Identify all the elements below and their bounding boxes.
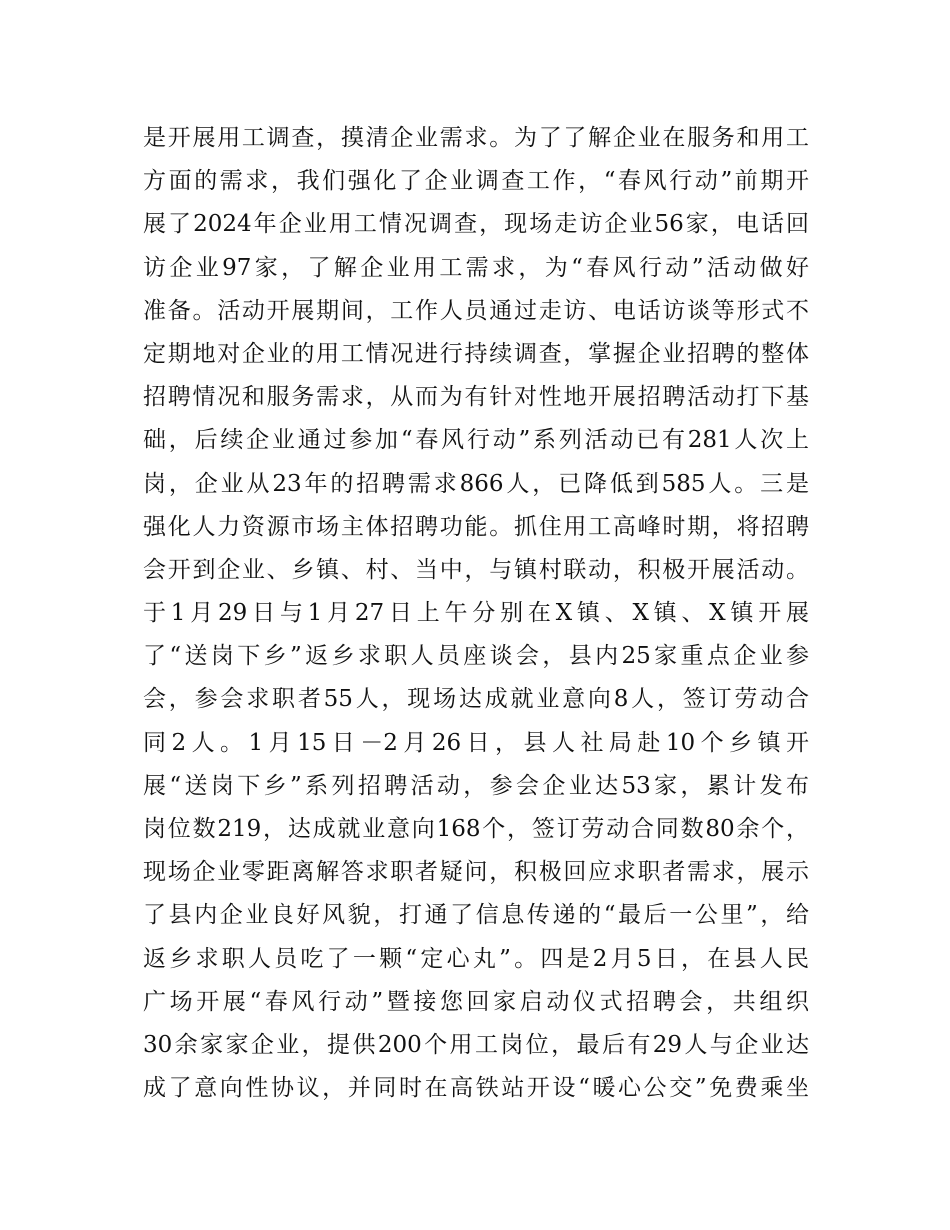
text-line-15: 同2人。1月15日－2月26日，县人社局赴10个乡镇开 <box>143 729 809 756</box>
text-line-1: 是开展用工调查，摸清企业需求。为了了解企业在服务和用工 <box>143 125 809 151</box>
body-paragraph <box>143 117 809 1110</box>
text-line-20: 返乡求职人员吃了一颗“定心丸”。四是2月5日，在县人民 <box>143 945 809 972</box>
text-line-4: 访企业97家，了解企业用工需求，为“春风行动”活动做好 <box>143 254 809 281</box>
text-line-7: 招聘情况和服务需求，从而为有针对性地开展招聘活动打下基 <box>143 384 809 411</box>
text-line-6: 定期地对企业的用工情况进行持续调查，掌握企业招聘的整体 <box>143 340 809 367</box>
text-line-22: 30余家家企业，提供200个用工岗位，最后有29人与企业达 <box>143 1031 809 1058</box>
text-line-16: 展“送岗下乡”系列招聘活动，参会企业达53家，累计发布 <box>143 772 809 799</box>
text-line-8: 础，后续企业通过参加“春风行动”系列活动已有281人次上 <box>143 427 809 454</box>
text-line-13: 了“送岗下乡”返乡求职人员座谈会，县内25家重点企业参 <box>143 643 809 670</box>
text-line-21: 广场开展“春风行动”暨接您回家启动仪式招聘会，共组织 <box>143 988 809 1015</box>
text-line-11: 会开到企业、乡镇、村、当中，与镇村联动，积极开展活动。 <box>143 556 809 583</box>
text-line-5: 准备。活动开展期间，工作人员通过走访、电话访谈等形式不 <box>143 297 809 324</box>
text-line-12: 于1月29日与1月27日上午分别在X镇、X镇、X镇开展 <box>143 600 809 627</box>
text-line-2: 方面的需求，我们强化了企业调查工作，“春风行动”前期开 <box>143 168 809 195</box>
text-line-3: 展了2024年企业用工情况调查，现场走访企业56家，电话回 <box>143 211 809 238</box>
text-line-19: 了县内企业良好风貌，打通了信息传递的“最后一公里”，给 <box>143 902 809 929</box>
text-line-17: 岗位数219，达成就业意向168个，签订劳动合同数80余个， <box>143 816 809 842</box>
text-line-14: 会，参会求职者55人，现场达成就业意向8人，签订劳动合 <box>143 686 809 713</box>
text-line-18: 现场企业零距离解答求职者疑问，积极回应求职者需求，展示 <box>143 859 809 886</box>
text-line-23: 成了意向性协议，并同时在高铁站开设“暖心公交”免费乘坐 <box>143 1075 809 1102</box>
text-line-10: 强化人力资源市场主体招聘功能。抓住用工高峰时期，将招聘 <box>143 513 809 540</box>
text-line-9: 岗，企业从23年的招聘需求866人，已降低到585人。三是 <box>143 470 809 497</box>
